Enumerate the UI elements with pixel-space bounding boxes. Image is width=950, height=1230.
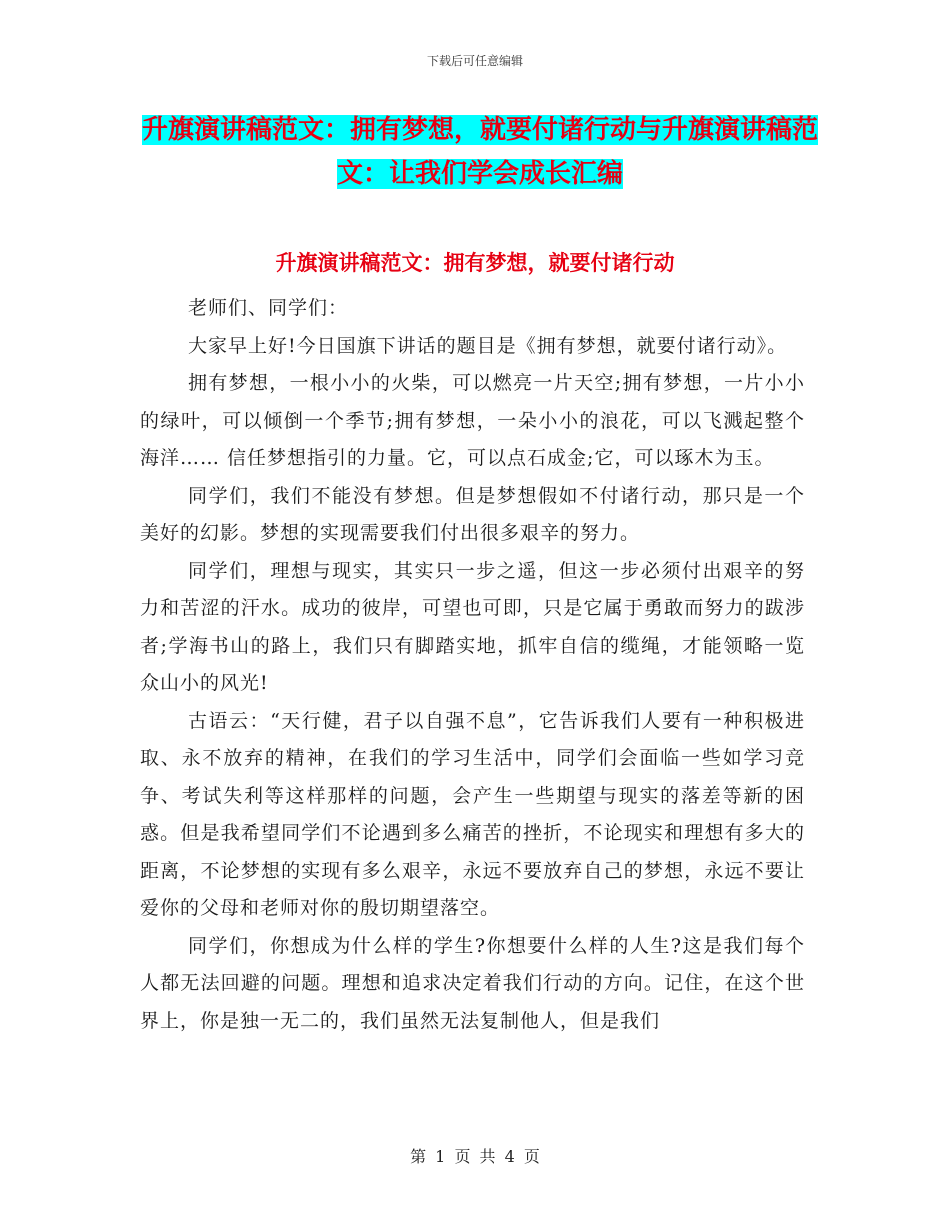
document-title-text: 升旗演讲稿范文：拥有梦想，就要付诸行动与升旗演讲稿范文：让我们学会成长汇编 xyxy=(141,115,818,189)
document-title xyxy=(140,108,820,196)
document-body xyxy=(140,290,805,1040)
paragraph: 同学们，理想与现实，其实只一步之遥，但这一步必须付出艰辛的努力和苦涩的汗水。成功的彼岸，可望也可即，只是它属于勇敢而努力的跋涉者;学海书山的路上，我们只有脚踏实地，抓牢自信的缆绳，才能领略一览众山小的风光! xyxy=(140,559,805,694)
page-number-footer: 第 1 页 共 4 页 xyxy=(410,1147,540,1166)
section-title: 升旗演讲稿范文：拥有梦想，就要付诸行动 xyxy=(275,251,675,275)
page-header-note: 下载后可任意编辑 xyxy=(426,54,523,68)
paragraph-salutation: 老师们、同学们： xyxy=(188,297,349,319)
paragraph: 拥有梦想，一根小小的火柴，可以燃亮一片天空;拥有梦想，一片小小的绿叶，可以倾倒一个季节;拥有梦想，一朵小小的浪花，可以飞溅起整个海洋…… 信任梦想指引的力量。它，可以点石成金;它，可以琢木为玉。 xyxy=(140,372,805,469)
paragraph: 古语云：“天行健，君子以自强不息”，它告诉我们人要有一种积极进取、永不放弃的精神，在我们的学习生活中，同学们会面临一些如学习竞争、考试失利等这样那样的问题，会产生一些期望与现实的落差等新的困惑。但是我希望同学们不论遇到多么痛苦的挫折，不论现实和理想有多大的距离，不论梦想的实现有多么艰辛，永远不要放弃自己的梦想，永远不要让爱你的父母和老师对你的殷切期望落空。 xyxy=(140,709,805,919)
paragraph: 大家早上好!今日国旗下讲话的题目是《拥有梦想，就要付诸行动》。 xyxy=(188,334,788,357)
paragraph: 同学们，你想成为什么样的学生?你想要什么样的人生?这是我们每个人都无法回避的问题。理想和追求决定着我们行动的方向。记住，在这个世界上，你是独一无二的，我们虽然无法复制他人，但是我们 xyxy=(140,934,805,1032)
paragraph: 同学们，我们不能没有梦想。但是梦想假如不付诸行动，那只是一个美好的幻影。梦想的实现需要我们付出很多艰辛的努力。 xyxy=(140,484,805,544)
